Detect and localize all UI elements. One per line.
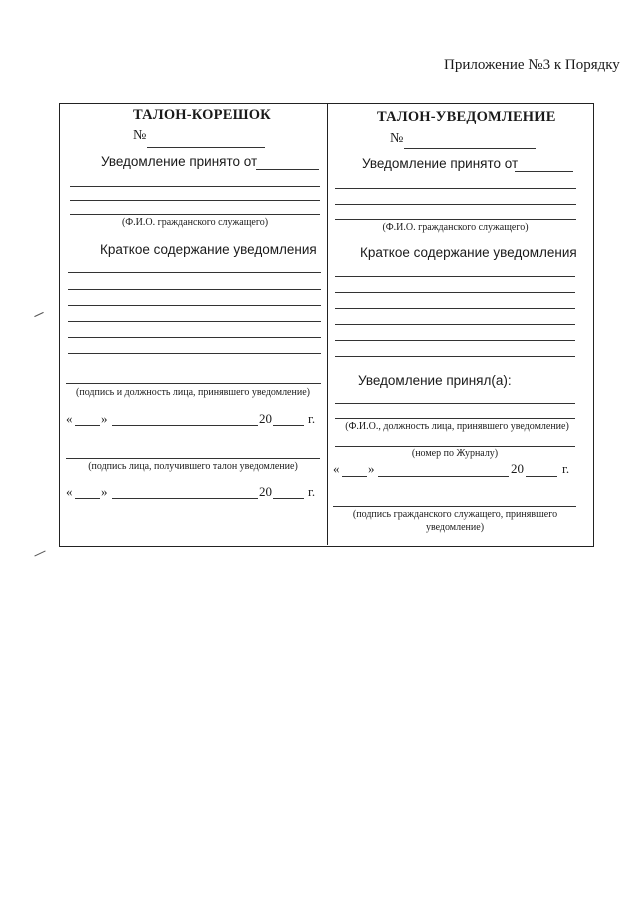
- notice-summary-line-1[interactable]: [335, 276, 575, 277]
- notice-received-from-field[interactable]: [515, 171, 573, 172]
- stub-sign-recipient-line[interactable]: [66, 458, 320, 459]
- scan-mark: [34, 551, 45, 557]
- stub-date1-year-field[interactable]: [273, 425, 304, 426]
- notice-fio-line-2[interactable]: [335, 204, 576, 205]
- notice-sign-line[interactable]: [333, 506, 576, 507]
- notice-received-from-label: Уведомление принято от: [362, 156, 519, 171]
- stub-date2-year-prefix: 20: [259, 484, 272, 499]
- stub-date2-close: »: [101, 484, 108, 499]
- notice-date-open: «: [333, 461, 340, 476]
- notice-number-field[interactable]: [404, 148, 536, 149]
- notice-summary-line-5[interactable]: [335, 340, 575, 341]
- stub-date2-year-field[interactable]: [273, 498, 304, 499]
- stub-received-from-label: Уведомление принято от: [101, 154, 258, 169]
- appendix-heading: Приложение №3 к Порядку: [444, 57, 620, 73]
- notice-date-close: »: [368, 461, 375, 476]
- notice-journal-line[interactable]: [335, 446, 575, 447]
- column-divider: [327, 103, 328, 545]
- notice-summary-line-3[interactable]: [335, 308, 575, 309]
- stub-summary-line-5[interactable]: [68, 337, 321, 338]
- notice-summary-line-6[interactable]: [335, 356, 575, 357]
- stub-date1-open: «: [66, 411, 73, 426]
- stub-date2-open: «: [66, 484, 73, 499]
- notice-fio-line-1[interactable]: [335, 188, 576, 189]
- stub-date1-month-field[interactable]: [112, 425, 258, 426]
- stub-date2-month-field[interactable]: [112, 498, 258, 499]
- stub-date1-day-field[interactable]: [75, 425, 100, 426]
- notice-journal-caption: (номер по Журналу): [411, 448, 499, 459]
- stub-number-field[interactable]: [147, 147, 265, 148]
- stub-summary-line-2[interactable]: [68, 289, 321, 290]
- stub-fio-line-2[interactable]: [70, 200, 320, 201]
- notice-sign-caption-line1: (подпись гражданского служащего, принявшего: [352, 509, 558, 520]
- notice-accepted-caption: (Ф.И.О., должность лица, принявшего уведомление): [345, 421, 569, 432]
- stub-fio-line-1[interactable]: [70, 186, 320, 187]
- notice-date-year-field[interactable]: [526, 476, 557, 477]
- stub-summary-label: Краткое содержание уведомления: [100, 242, 317, 257]
- stub-summary-line-6[interactable]: [68, 353, 321, 354]
- stub-date2-day-field[interactable]: [75, 498, 100, 499]
- stub-sign-receiver-line[interactable]: [66, 383, 321, 384]
- notice-summary-line-2[interactable]: [335, 292, 575, 293]
- stub-date1-year-prefix: 20: [259, 411, 272, 426]
- notice-accepted-line-1[interactable]: [335, 403, 575, 404]
- notice-date-suffix: г.: [562, 461, 570, 476]
- notice-summary-label: Краткое содержание уведомления: [360, 245, 577, 260]
- stub-date1-close: »: [101, 411, 108, 426]
- stub-sign-receiver-caption: (подпись и должность лица, принявшего уведомление): [76, 387, 310, 398]
- notice-date-day-field[interactable]: [342, 476, 367, 477]
- stub-summary-line-4[interactable]: [68, 321, 321, 322]
- stub-date1-suffix: г.: [308, 411, 316, 426]
- notice-accepted-label: Уведомление принял(а):: [358, 373, 512, 388]
- notice-number-label: №: [390, 131, 404, 146]
- notice-fio-caption: (Ф.И.О. гражданского служащего): [382, 222, 529, 233]
- notice-date-year-prefix: 20: [511, 461, 524, 476]
- stub-title: ТАЛОН-КОРЕШОК: [133, 107, 271, 123]
- scan-mark: [34, 312, 43, 317]
- stub-summary-line-3[interactable]: [68, 305, 321, 306]
- notice-title: ТАЛОН-УВЕДОМЛЕНИЕ: [377, 109, 556, 125]
- notice-sign-caption-line2: уведомление): [425, 522, 485, 533]
- stub-summary-line-1[interactable]: [68, 272, 321, 273]
- stub-sign-recipient-caption: (подпись лица, получившего талон уведомление): [88, 461, 298, 472]
- stub-fio-line-3[interactable]: [70, 214, 320, 215]
- stub-date2-suffix: г.: [308, 484, 316, 499]
- notice-accepted-line-2[interactable]: [335, 418, 575, 419]
- notice-date-month-field[interactable]: [378, 476, 509, 477]
- stub-received-from-field[interactable]: [256, 169, 319, 170]
- stub-fio-caption: (Ф.И.О. гражданского служащего): [121, 217, 269, 228]
- notice-summary-line-4[interactable]: [335, 324, 575, 325]
- notice-fio-line-3[interactable]: [335, 219, 576, 220]
- stub-number-label: №: [133, 128, 147, 143]
